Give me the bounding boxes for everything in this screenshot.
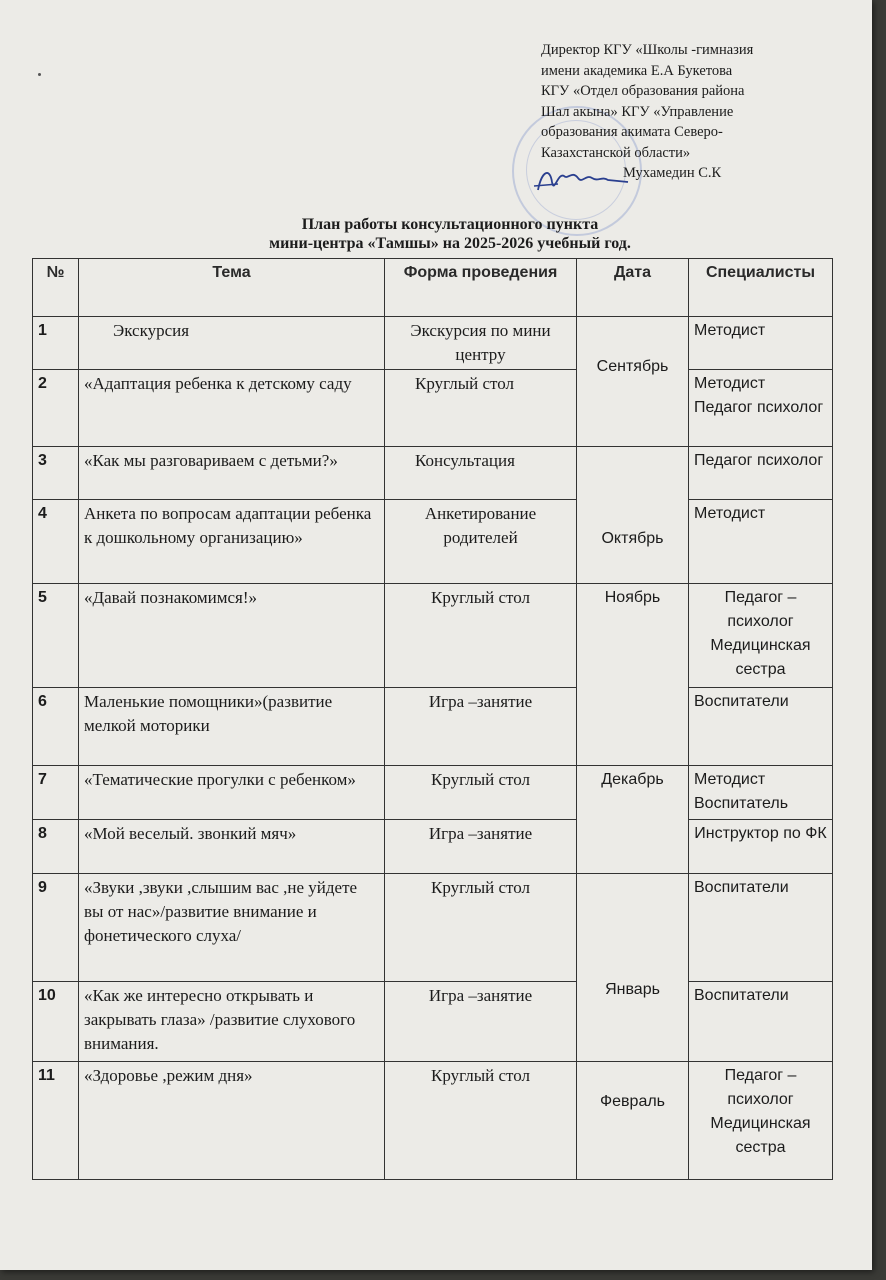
row-specialists: Воспитатели	[689, 874, 833, 982]
table-header-row	[33, 259, 833, 317]
row-num: 10	[33, 982, 79, 1062]
approval-block	[541, 40, 841, 184]
approval-signatory: Мухамедин С.К	[623, 165, 722, 181]
row-form: Консультация	[385, 447, 577, 500]
row-specialists: Методист	[689, 317, 833, 370]
title-line-2: мини-центра «Тамшы» на 2025-2026 учебный год.	[269, 235, 631, 252]
approval-line: КГУ «Отдел образования района	[541, 83, 745, 99]
row-date: Декабрь	[577, 766, 689, 874]
row-topic: «Как же интересно открывать и закрывать глаза» /развитие слухового внимания.	[79, 982, 385, 1062]
row-form: Игра –занятие	[385, 982, 577, 1062]
row-topic: Анкета по вопросам адаптации ребенка к дошкольному организацию»	[79, 500, 385, 584]
header-specialists: Специалисты	[689, 259, 833, 317]
table-row	[33, 317, 833, 370]
row-specialists: Методист Воспитатель	[689, 766, 833, 820]
row-topic: Экскурсия	[79, 317, 385, 370]
row-topic: «Звуки ,звуки ,слышим вас ,не уйдете вы от нас»/развитие внимание и фонетического слуха/	[79, 874, 385, 982]
table-row	[33, 874, 833, 982]
row-date: Ноябрь	[577, 584, 689, 766]
row-form: Круглый стол	[385, 584, 577, 688]
row-specialists: Методист Педагог психолог	[689, 370, 833, 447]
row-date: Февраль	[577, 1062, 689, 1180]
row-form: Круглый стол	[385, 1062, 577, 1180]
header-date: Дата	[577, 259, 689, 317]
approval-line: Директор КГУ «Школы -гимназия	[541, 42, 754, 58]
row-topic: «Здоровье ,режим дня»	[79, 1062, 385, 1180]
title-line-1: План работы консультационного пункта	[301, 216, 599, 233]
row-specialists: Инструктор по ФК	[689, 820, 833, 874]
approval-line: Шал акына» КГУ «Управление	[541, 103, 734, 120]
header-num: №	[33, 259, 79, 317]
row-num: 8	[33, 820, 79, 874]
header-form: Форма проведения	[385, 259, 577, 317]
table-row	[33, 820, 833, 874]
row-topic: «Как мы разговариваем с детьми?»	[79, 447, 385, 500]
row-form: Круглый стол	[385, 766, 577, 820]
table-row	[33, 447, 833, 500]
table-row	[33, 688, 833, 766]
table-row	[33, 370, 833, 447]
row-specialists: Педагог – психолог Медицинская сестра	[689, 1062, 833, 1180]
row-num: 5	[33, 584, 79, 688]
row-form: Анкетирование родителей	[385, 500, 577, 584]
row-num: 6	[33, 688, 79, 766]
row-specialists: Воспитатели	[689, 688, 833, 766]
row-num: 2	[33, 370, 79, 447]
approval-line: имени академика Е.А Букетова	[541, 62, 733, 79]
table-row	[33, 1062, 833, 1180]
document-title	[150, 215, 750, 253]
row-specialists: Педагог – психолог Медицинская сестра	[689, 584, 833, 688]
table-row	[33, 500, 833, 584]
row-num: 4	[33, 500, 79, 584]
row-num: 11	[33, 1062, 79, 1180]
row-num: 3	[33, 447, 79, 500]
row-num: 1	[33, 317, 79, 370]
row-specialists: Методист	[689, 500, 833, 584]
row-date: Сентябрь	[577, 317, 689, 447]
row-num: 9	[33, 874, 79, 982]
row-specialists: Педагог психолог	[689, 447, 833, 500]
row-date: Январь	[577, 874, 689, 1062]
header-topic: Тема	[79, 259, 385, 317]
row-topic: «Давай познакомимся!»	[79, 584, 385, 688]
row-topic: «Тематические прогулки с ребенком»	[79, 766, 385, 820]
row-num: 7	[33, 766, 79, 820]
row-date: Октябрь	[577, 447, 689, 584]
table-row	[33, 982, 833, 1062]
row-form: Экскурсия по мини центру	[385, 317, 577, 370]
row-form: Круглый стол	[385, 370, 577, 447]
row-topic: «Адаптация ребенка к детскому саду	[79, 370, 385, 447]
row-form: Круглый стол	[385, 874, 577, 982]
plan-table	[32, 258, 833, 1180]
ink-dot	[38, 73, 41, 76]
row-form: Игра –занятие	[385, 820, 577, 874]
row-specialists: Воспитатели	[689, 982, 833, 1062]
row-topic: Маленькие помощники»(развитие мелкой моторики	[79, 688, 385, 766]
row-form: Игра –занятие	[385, 688, 577, 766]
table-row	[33, 766, 833, 820]
approval-line: образования акимата Северо-	[541, 124, 723, 140]
table-row	[33, 584, 833, 688]
approval-line: Казахстанской области»	[541, 144, 691, 161]
row-topic: «Мой веселый. звонкий мяч»	[79, 820, 385, 874]
